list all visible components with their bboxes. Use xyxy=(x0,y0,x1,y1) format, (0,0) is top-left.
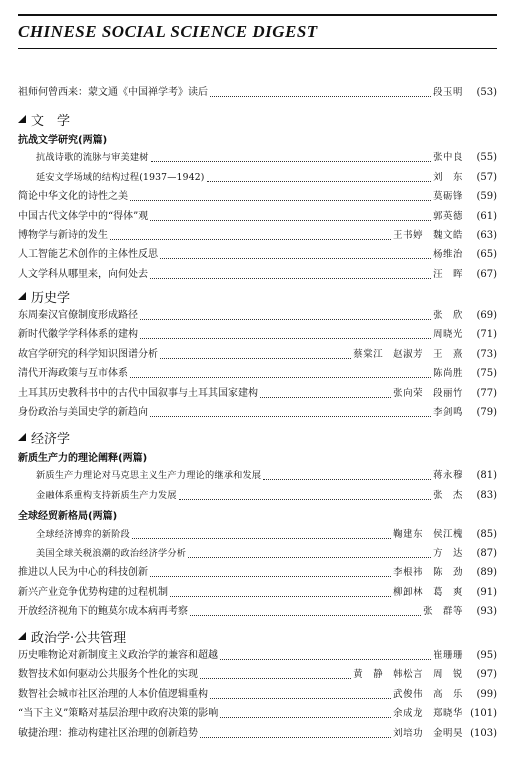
entry-page: (53) xyxy=(476,87,497,98)
toc-entry[interactable] xyxy=(18,603,497,619)
dot-leader xyxy=(150,278,431,279)
entry-page: (87) xyxy=(476,548,497,559)
entry-author: 汪 晖 xyxy=(433,268,463,280)
section-title: 经济学 xyxy=(31,431,71,447)
toc-entry[interactable] xyxy=(18,307,497,323)
entry-title: 人文学科从哪里来，向何处去 xyxy=(18,268,148,280)
entry-title: “当下主义”策略对基层治理中政府决策的影响 xyxy=(18,708,219,720)
toc-entry[interactable] xyxy=(18,208,497,224)
toc-entry[interactable] xyxy=(18,188,497,204)
dot-leader xyxy=(210,96,431,97)
dot-leader xyxy=(200,678,351,679)
entry-author: 蔡棠江 赵淑芳 王 熹 xyxy=(353,348,463,360)
entry-page: (97) xyxy=(476,669,497,681)
dot-leader xyxy=(188,557,431,558)
dot-leader xyxy=(200,737,391,738)
entry-page: (103) xyxy=(470,727,497,739)
dot-leader xyxy=(150,576,391,577)
triangle-marker-icon xyxy=(18,292,26,300)
entry-title: 土耳其历史教科书中的古代中国叙事与土耳其国家建构 xyxy=(18,387,258,399)
entry-author: 张 杰 xyxy=(433,489,463,501)
dot-leader xyxy=(110,239,391,240)
dot-leader xyxy=(220,659,431,660)
entry-title: 身份政治与美国史学的新趋向 xyxy=(18,407,148,418)
toc-entry[interactable] xyxy=(36,149,497,165)
entry-title: 抗战诗歌的流脉与审美建树 xyxy=(36,152,149,164)
entry-page: (85) xyxy=(476,528,497,540)
entry-page: (101) xyxy=(470,708,497,720)
entry-title: 延安文学场域的结构过程(1937—1942) xyxy=(36,171,205,183)
dot-leader xyxy=(179,499,431,500)
section-heading xyxy=(18,627,126,645)
entry-author: 黄 静 韩松言 周 锐 xyxy=(353,669,463,681)
entry-title: 数智社会城市社区治理的人本价值逻辑重构 xyxy=(18,688,208,700)
dot-leader xyxy=(130,377,431,378)
dot-leader xyxy=(263,479,431,480)
toc-entry[interactable] xyxy=(18,346,497,362)
entry-title: 博物学与新诗的发生 xyxy=(18,230,108,241)
toc-entry[interactable] xyxy=(18,404,497,420)
section-title: 历史学 xyxy=(31,290,71,306)
toc-entry[interactable] xyxy=(36,169,497,185)
entry-page: (77) xyxy=(476,387,497,399)
masthead-title: CHINESE SOCIAL SCIENCE DIGEST xyxy=(18,22,318,41)
entry-title: 中国古代文体学中的“得体”观 xyxy=(18,210,149,222)
entry-page: (71) xyxy=(476,329,497,341)
entry-page: (95) xyxy=(476,650,497,661)
toc-entry[interactable] xyxy=(18,584,497,600)
toc-entry[interactable] xyxy=(36,545,497,561)
dot-leader xyxy=(260,397,391,398)
toc-entry[interactable] xyxy=(18,84,497,100)
toc-entry[interactable] xyxy=(18,246,497,262)
dot-leader xyxy=(190,615,421,616)
dot-leader xyxy=(132,538,391,539)
entry-title: 美国全球关税浪潮的政治经济学分析 xyxy=(36,548,187,559)
entry-author: 柳卸林 葛 爽 xyxy=(393,586,463,598)
entry-title: 东周秦汉官僚制度形成路径 xyxy=(18,310,138,321)
toc-entry[interactable] xyxy=(18,647,497,663)
entry-title: 开放经济视角下的鲍莫尔成本病再考察 xyxy=(18,606,188,618)
entry-author: 张 欣 xyxy=(433,310,463,321)
entry-author: 王书婷 魏文皓 xyxy=(393,230,463,241)
dot-leader xyxy=(140,319,431,320)
dot-leader xyxy=(220,717,391,718)
entry-title: 历史唯物论对新制度主义政治学的兼容和超越 xyxy=(18,650,218,661)
entry-page: (63) xyxy=(476,230,497,241)
entry-author: 刘培功 金明昊 xyxy=(393,727,463,739)
entry-author: 陈尚胜 xyxy=(433,368,463,380)
toc-entry[interactable] xyxy=(18,266,497,282)
entry-page: (79) xyxy=(476,407,497,418)
entry-author: 李剑鸣 xyxy=(433,407,463,418)
entry-author: 张中良 xyxy=(433,152,463,164)
entry-title: 祖师何曾西来：蒙文通《中国禅学考》读后 xyxy=(18,87,208,98)
toc-entry[interactable] xyxy=(18,564,497,580)
entry-author: 段玉明 xyxy=(433,87,463,98)
entry-page: (59) xyxy=(476,191,497,203)
dot-leader xyxy=(160,358,351,359)
entry-page: (67) xyxy=(476,268,497,280)
section-heading xyxy=(18,110,70,128)
toc-entry[interactable] xyxy=(18,227,497,243)
toc-entry[interactable] xyxy=(18,725,497,741)
entry-title: 人工智能艺术创作的主体性反思 xyxy=(18,249,158,261)
triangle-marker-icon xyxy=(18,632,26,640)
triangle-marker-icon xyxy=(18,115,26,123)
dot-leader xyxy=(130,200,431,201)
entry-title: 数智技术如何驱动公共服务个性化的实现 xyxy=(18,669,198,681)
dot-leader xyxy=(207,181,431,182)
entry-page: (65) xyxy=(476,249,497,261)
entry-page: (61) xyxy=(476,210,497,222)
entry-title: 敏捷治理：推动构建社区治理的创新趋势 xyxy=(18,727,198,739)
section-heading xyxy=(18,428,70,446)
section-title: 政治学·公共管理 xyxy=(31,630,127,646)
entry-author: 武俊伟 高 乐 xyxy=(393,688,463,700)
entry-title: 新兴产业竞争优势构建的过程机制 xyxy=(18,586,168,598)
dot-leader xyxy=(150,220,431,221)
entry-page: (55) xyxy=(476,152,497,164)
entry-author: 刘 东 xyxy=(433,171,463,183)
entry-author: 余成龙 郑晓华 xyxy=(393,708,463,720)
top-rule xyxy=(18,14,497,16)
entry-page: (91) xyxy=(476,586,497,598)
toc-entry[interactable] xyxy=(36,467,497,483)
section-heading xyxy=(18,287,70,305)
entry-page: (99) xyxy=(476,688,497,700)
entry-title: 新质生产力理论对马克思主义生产力理论的继承和发展 xyxy=(36,470,262,482)
entry-title: 全球经济博弈的新阶段 xyxy=(36,528,130,540)
toc-entry[interactable] xyxy=(18,686,497,702)
toc-entry[interactable] xyxy=(18,385,497,401)
toc-entry[interactable] xyxy=(36,487,497,503)
dot-leader xyxy=(160,258,431,259)
section-title: 文 学 xyxy=(31,113,71,129)
entry-author: 李根祎 陈 劲 xyxy=(393,567,463,579)
subsection-heading: 抗战文学研究(两篇) xyxy=(18,135,108,146)
toc-entry[interactable] xyxy=(36,526,497,542)
triangle-marker-icon xyxy=(18,433,26,441)
entry-page: (69) xyxy=(476,310,497,321)
entry-author: 郭英德 xyxy=(433,210,463,222)
entry-page: (57) xyxy=(476,171,497,183)
entry-author: 崔珊珊 xyxy=(433,650,463,661)
entry-author: 张 群等 xyxy=(423,606,463,618)
entry-page: (93) xyxy=(476,606,497,618)
entry-title: 金融体系重构支持新质生产力发展 xyxy=(36,489,177,501)
entry-page: (73) xyxy=(476,348,497,360)
masthead-rule xyxy=(18,48,497,49)
subsection-heading: 新质生产力的理论阐释(两篇) xyxy=(18,453,148,464)
toc-entry[interactable] xyxy=(18,326,497,342)
toc-entry[interactable] xyxy=(18,365,497,381)
entry-author: 莫砺锋 xyxy=(433,191,463,203)
entry-author: 方 达 xyxy=(433,548,463,559)
dot-leader xyxy=(151,161,431,162)
entry-title: 简论中华文化的诗性之美 xyxy=(18,191,128,203)
entry-author: 张向荣 段丽竹 xyxy=(393,387,463,399)
entry-page: (89) xyxy=(476,567,497,579)
entry-page: (81) xyxy=(476,470,497,482)
entry-author: 蒋永穆 xyxy=(433,470,463,482)
entry-title: 故宫学研究的科学知识图谱分析 xyxy=(18,348,158,360)
entry-title: 新时代徽学学科体系的建构 xyxy=(18,329,138,341)
entry-page: (75) xyxy=(476,368,497,380)
entry-title: 推进以人民为中心的科技创新 xyxy=(18,567,148,579)
entry-author: 杨维治 xyxy=(433,249,463,261)
dot-leader xyxy=(210,698,391,699)
entry-page: (83) xyxy=(476,489,497,501)
toc-entry[interactable] xyxy=(18,666,497,682)
dot-leader xyxy=(150,416,431,417)
dot-leader xyxy=(170,596,391,597)
subsection-heading: 全球经贸新格局(两篇) xyxy=(18,511,118,523)
toc-entry[interactable] xyxy=(18,705,497,721)
entry-title: 清代开海政策与互市体系 xyxy=(18,368,128,380)
dot-leader xyxy=(140,338,431,339)
entry-author: 周晓光 xyxy=(433,329,463,341)
entry-author: 鞠建东 侯江槐 xyxy=(393,528,463,540)
